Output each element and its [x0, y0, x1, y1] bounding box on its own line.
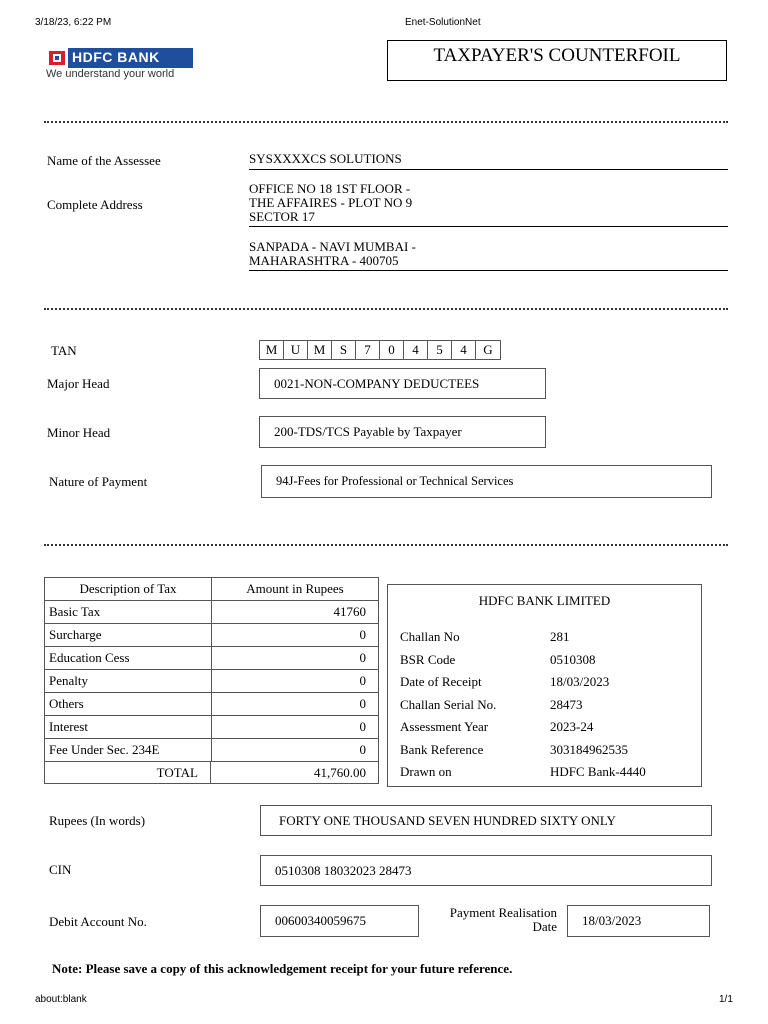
address-line: SECTOR 17	[249, 209, 315, 224]
tan-char: 0	[380, 341, 404, 359]
nature-field	[261, 465, 712, 498]
nature-value: 94J-Fees for Professional or Technical Services	[276, 474, 514, 488]
bank-row-label: Challan Serial No.	[400, 696, 497, 712]
address-line: OFFICE NO 18 1ST FLOOR -	[249, 181, 411, 196]
bank-row-value: 18/03/2023	[550, 674, 610, 689]
address-line: THE AFFAIRES - PLOT NO 9	[249, 195, 413, 210]
table-row	[44, 739, 379, 762]
dotted-divider	[44, 544, 728, 546]
tax-amount-cell: 0	[359, 650, 366, 665]
logo-text: HDFC BANK	[72, 49, 160, 65]
tax-amount-cell: 41760	[333, 604, 366, 619]
tan-char: M	[308, 341, 332, 359]
tan-char: S	[332, 341, 356, 359]
tax-rows	[44, 601, 379, 762]
bank-row-label: Date of Receipt	[400, 674, 482, 689]
assessee-name-label: Name of the Assessee	[47, 153, 161, 168]
major-head-label: Major Head	[47, 376, 110, 391]
cin-field	[260, 855, 712, 886]
realisation-label-line: Date	[532, 919, 557, 934]
logo-tagline: We understand your world	[46, 68, 175, 80]
print-page-title: Enet-SolutionNet	[405, 17, 481, 28]
minor-head-label: Minor Head	[47, 425, 111, 440]
debit-account-value: 00600340059675	[275, 913, 366, 928]
bank-row-value: 2023-24	[550, 719, 594, 734]
rupees-words-value: FORTY ONE THOUSAND SEVEN HUNDRED SIXTY ONLY	[279, 812, 616, 828]
dotted-divider	[44, 308, 728, 310]
bank-row-value: 281	[550, 629, 570, 644]
cin-value: 0510308 18032023 28473	[275, 862, 412, 878]
tax-amount-cell: 0	[359, 719, 366, 734]
debit-account-label: Debit Account No.	[49, 914, 147, 929]
bank-details-box	[387, 584, 702, 787]
table-row	[44, 647, 379, 670]
tax-desc-cell: Fee Under Sec. 234E	[45, 739, 212, 761]
minor-head-value: 200-TDS/TCS Payable by Taxpayer	[274, 424, 462, 439]
address-line: MAHARASHTRA - 400705	[249, 253, 399, 268]
assessee-name-text: SYSXXXXCS SOLUTIONS	[249, 151, 402, 166]
counterfoil-title-box	[387, 40, 727, 81]
tax-desc-cell: Interest	[45, 716, 212, 738]
address-line: SANPADA - NAVI MUMBAI -	[249, 239, 416, 254]
minor-head-field	[259, 416, 546, 448]
tax-amount-cell: 0	[359, 742, 366, 757]
rupees-words-label: Rupees (In words)	[49, 813, 146, 828]
bank-row-label: BSR Code	[400, 651, 456, 667]
tan-char: U	[284, 341, 308, 359]
major-head-field	[259, 368, 546, 399]
tax-desc-cell: Surcharge	[45, 624, 212, 646]
debit-account-field	[260, 905, 419, 937]
realisation-label-line: Payment Realisation	[449, 905, 557, 920]
bank-row-label: Assessment Year	[400, 719, 489, 734]
print-datetime: 3/18/23, 6:22 PM	[35, 17, 112, 28]
bank-row-value: 0510308	[550, 651, 596, 667]
bank-row-value: 28473	[550, 696, 583, 712]
assessee-name-value	[249, 151, 728, 170]
amount-header: Amount in Rupees	[246, 581, 344, 596]
tax-desc-cell: Basic Tax	[45, 601, 212, 623]
bank-row-label: Drawn on	[400, 764, 452, 779]
major-head-value: 0021-NON-COMPANY DEDUCTEES	[274, 375, 480, 391]
table-row	[44, 601, 379, 624]
tax-desc-cell: Education Cess	[45, 647, 212, 669]
table-row	[44, 670, 379, 693]
bank-row-value: HDFC Bank-4440	[550, 764, 646, 779]
realisation-label	[430, 906, 557, 934]
tax-amount-cell: 0	[359, 673, 366, 688]
page-title: TAXPAYER'S COUNTERFOIL	[433, 45, 681, 66]
address-label: Complete Address	[47, 197, 143, 212]
bank-row-label: Bank Reference	[400, 741, 484, 757]
tan-boxes	[259, 340, 501, 360]
address-block-1	[249, 182, 728, 227]
hdfc-logo-mark-icon	[46, 48, 68, 68]
tax-amount-cell: 0	[359, 627, 366, 642]
tax-desc-cell: Others	[45, 693, 212, 715]
bank-row-value: 303184962535	[550, 741, 628, 757]
tan-label: TAN	[51, 343, 77, 358]
tan-char: 4	[404, 341, 428, 359]
footer-note: Note: Please save a copy of this acknowledgement receipt for your future reference.	[52, 961, 513, 976]
tan-char: 5	[428, 341, 452, 359]
tan-char: G	[483, 342, 493, 357]
table-row	[44, 716, 379, 739]
print-url: about:blank	[35, 994, 87, 1005]
hdfc-logo	[46, 48, 193, 68]
print-page-number: 1/1	[719, 994, 733, 1005]
realisation-date-field	[567, 905, 710, 937]
rupees-words-field	[260, 805, 712, 836]
nature-label: Nature of Payment	[49, 474, 148, 489]
bank-row-label: Challan No	[400, 629, 460, 644]
tan-char: M	[260, 341, 284, 359]
total-value: 41,760.00	[211, 762, 379, 784]
total-label: TOTAL	[44, 762, 211, 784]
cin-label: CIN	[49, 862, 72, 877]
tan-char: 7	[356, 341, 380, 359]
realisation-date-value: 18/03/2023	[582, 913, 642, 928]
tax-table-header	[44, 577, 379, 601]
address-block-2	[249, 240, 728, 271]
tax-total-row	[44, 762, 379, 784]
desc-header: Description of Tax	[45, 578, 212, 600]
tax-amount-cell: 0	[359, 696, 366, 711]
dotted-divider	[44, 121, 728, 123]
bank-name: HDFC BANK LIMITED	[478, 593, 611, 608]
tax-desc-cell: Penalty	[45, 670, 212, 692]
table-row	[44, 693, 379, 716]
tan-char: 4	[452, 341, 476, 359]
tax-table	[44, 577, 379, 784]
table-row	[44, 624, 379, 647]
